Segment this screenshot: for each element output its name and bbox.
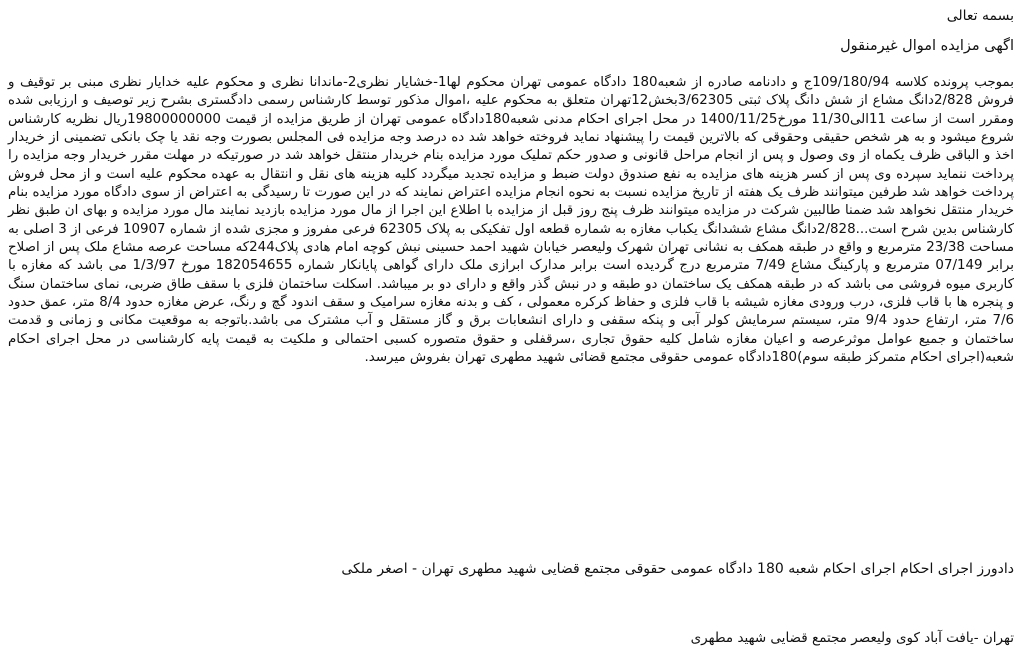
court-address: تهران -یافت آباد کوی ولیعصر مجتمع قضایی شهید مطهری [690,630,1014,646]
judge-signature: دادورز اجرای احکام اجرای احکام شعبه 180 دادگاه عمومی حقوقی مجتمع قضایی شهید مطهری تهران - اصغر ملکی [341,561,1014,577]
opening-line: بسمه تعالی [946,8,1014,24]
notice-title: اگهی مزایده اموال غیرمنقول [840,38,1014,54]
notice-body: بموجب پرونده کلاسه 109/180/94ج و دادنامه صادره از شعبه180 دادگاه عمومی تهران محکوم لها1-خشایار نظری2-ماندانا نظری و محکوم علیه خدایار نظری مبنی بر توقیف و فروش 2/828دانگ مشاع از شش دانگ پلاک ثبتی 3/62305بخش12تهران متعلق به محکوم علیه ،اموال مذکور توسط کارشناس رسمی دادگستری بشرح زیر توصیف و ارزیابی شده ومقرر است از ساعت 11الی11/30 مورخ1400/11/25 در محل اجرای احکام مدنی شعبه180دادگاه عمومی تهران از طریق مزایده از قیمت 19800000000ریال نظریه کارشناس شروع میشود و به هر شخص حقیقی وحقوقی که بالاترین قیمت را پیشنهاد نماید فروخته خواهد شد ده درصد وجه مزایده فی المجلس بصورت وجه نقد یا چک بانکی تضمینی از خریدار اخذ و الباقی ظرف یکماه از وی وصول و پس از انجام مراحل قانونی و صدور حکم تملیک مورد مزایده بنام خریدار منتقل خواهد شد در صورتیکه در مهلت مقرر خریدار وجه مزایده را پرداخت ننماید سپرده وی پس از کسر هزینه های مزایده به نفع صندوق دولت ضبط و مزایده تجدید میگردد کلیه هزینه های نقل و انتقال به عهده محکوم علیه است و از محل فروش پرداخت خواهد شد طرفین میتوانند ظرف یک هفته از تاریخ مزایده نسبت به نحوه انجام مزایده اعتراض نمایند که در این صورت تا رسیدگی به اعتراض از سوی دادگاه مورد مزایده بنام خریدار منتقل نخواهد شد ضمنا طالبین شرکت در مزایده میتوانند ظرف پنج روز قبل از مزایده با اطلاع این اجرا از مال مورد مزایده بازدید نمایند مال مورد مزایده و بهای ان طبق نظر کارشناس بدین شرح است...2/828دانگ مشاع ششدانگ یکباب مغازه به شماره قطعه اول تفکیکی به پلاک 62305 فرعی مفروز و مجزی شده از شماره 10907 فرعی از 3 اصلی به مساحت 23/38 مترمربع و واقع در طبقه همکف به نشانی تهران شهرک ولیعصر خیابان شهید احمد حسینی نبش کوچه امام هادی پلاک244که مساحت عرصه مشاع ملک پس از اصلاح برابر 07/149 مترمربع و پارکینگ مشاع 7/49 مترمربع درج گردیده است برابر مدارک ابرازی ملک دارای گواهی پایانکار شماره 182054655 مورخ 1/3/97 می باشد که مغازه با کاربری میوه فروشی می باشد که در طبقه همکف یک ساختمان دو طبقه و در نبش گذر واقع و دارای دو بر میباشد. اسکلت ساختمان فلزی با سقف طاق ضربی، نمای ساختمان سنگ و پنجره ها با قاب فلزی، درب ورودی مغازه شیشه با قاب فلزی و حفاظ کرکره معمولی ، کف و بدنه مغازه سرامیک و سقف اندود گچ و رنگ، عرض مغازه حدود 8/4 متر، عمق حدود 7/6 متر، ارتفاع حدود 9/4 متر، سیستم سرمایش کولر آبی و پنکه سقفی و دارای انشعابات برق و گاز مستقل و آب مشترک می باشد.باتوجه به موقعیت مکانی و زمانی و قدمت ساختمان و جمیع عوامل موثرعرصه و اعیان مغازه شامل کلیه حقوق تجاری ،سرقفلی و حقوق متصوره کسبی احتمالی و ملکیت به قیمت پایه کارشناسی در محل اجرای احکام شعبه(اجرای احکام متمرکز طبقه سوم)180دادگاه عمومی حقوقی مجتمع قضائی شهید مطهری تهران بفروش میرسد. [8,75,1015,366]
